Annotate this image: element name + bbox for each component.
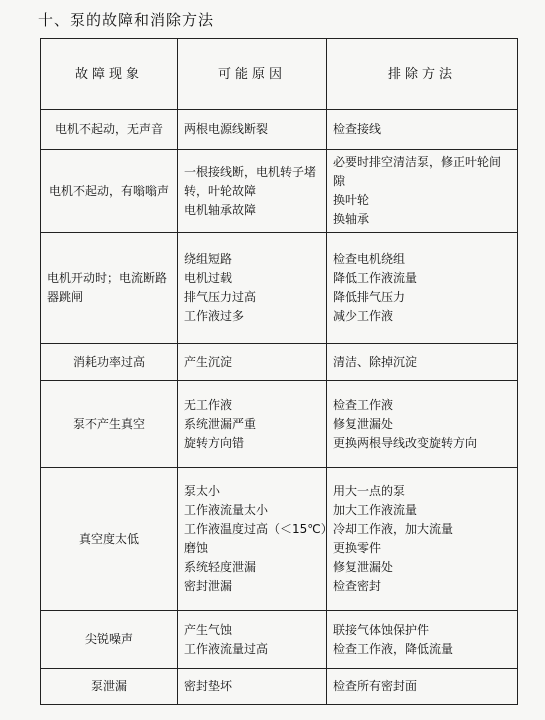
fault-cell: 尖锐噪声 bbox=[41, 611, 178, 669]
remedy-cell bbox=[327, 381, 518, 468]
remedy-cell bbox=[327, 150, 518, 233]
remedy-line: 检查电机绕组 bbox=[333, 252, 406, 266]
cause-line: 排气压力过高 bbox=[184, 290, 257, 304]
cause-line: 系统轻度泄漏 bbox=[184, 560, 257, 574]
cause-line: 电机过载 bbox=[184, 271, 233, 285]
remedy-line: 换叶轮 bbox=[333, 193, 370, 207]
remedy-line: 联接气体蚀保护件 bbox=[333, 622, 430, 637]
remedy-cell bbox=[327, 344, 518, 381]
cause-line: 绕组短路 bbox=[184, 252, 233, 266]
remedy-line: 用大一点的泵 bbox=[333, 484, 406, 498]
cause-line: 密封泄漏 bbox=[184, 579, 233, 593]
cause-line: 产生沉淀 bbox=[184, 354, 233, 369]
cause-line: 工作液流量太小 bbox=[184, 503, 269, 517]
remedy-line: 减少工作液 bbox=[333, 309, 394, 323]
remedy-line: 检查工作液，降低流量 bbox=[333, 641, 454, 656]
remedy-cell bbox=[327, 233, 518, 344]
cause-cell bbox=[178, 381, 327, 468]
fault-cell: 真空度太低 bbox=[41, 468, 178, 611]
table-row bbox=[41, 669, 518, 705]
remedy-line: 检查接线 bbox=[333, 122, 382, 136]
remedy-line: 降低工作液流量 bbox=[333, 271, 418, 285]
cause-line: 工作液流量过高 bbox=[184, 641, 269, 656]
cause-cell bbox=[178, 344, 327, 381]
table-row bbox=[41, 233, 518, 344]
remedy-line: 降低排气压力 bbox=[333, 290, 406, 304]
remedy-line: 冷却工作液，加大流量 bbox=[333, 522, 454, 536]
remedy-line: 换轴承 bbox=[333, 212, 370, 226]
cause-line: 无工作液 bbox=[184, 397, 233, 412]
cause-line: 系统泄漏严重 bbox=[184, 416, 257, 431]
cause-line: 密封垫坏 bbox=[184, 679, 233, 693]
header-remedy: 排除方法 bbox=[327, 39, 518, 110]
remedy-line: 检查密封 bbox=[333, 579, 382, 593]
header-cause: 可能原因 bbox=[178, 39, 327, 110]
fault-cell: 电机开动时；电流断路器跳闸 bbox=[41, 233, 178, 344]
remedy-cell bbox=[327, 669, 518, 705]
remedy-line: 检查所有密封面 bbox=[333, 679, 418, 693]
table-row bbox=[41, 468, 518, 611]
fault-table bbox=[40, 38, 518, 705]
remedy-cell bbox=[327, 468, 518, 611]
remedy-cell bbox=[327, 110, 518, 150]
fault-cell: 泵泄漏 bbox=[41, 669, 178, 705]
cause-line: 产生气蚀 bbox=[184, 622, 233, 637]
cause-line: 工作液温度过高（＜15℃） bbox=[184, 522, 333, 536]
remedy-line: 检查工作液 bbox=[333, 397, 394, 412]
cause-line: 磨蚀 bbox=[184, 541, 209, 555]
remedy-line: 修复泄漏处 bbox=[333, 416, 394, 431]
cause-line: 两根电源线断裂 bbox=[184, 122, 269, 136]
table-row bbox=[41, 381, 518, 468]
remedy-line: 更换两根导线改变旋转方向 bbox=[333, 435, 478, 450]
remedy-line: 清洁、除掉沉淀 bbox=[333, 354, 418, 369]
table-row bbox=[41, 110, 518, 150]
remedy-cell bbox=[327, 611, 518, 669]
table-row bbox=[41, 150, 518, 233]
fault-cell: 泵不产生真空 bbox=[41, 381, 178, 468]
cause-cell bbox=[178, 611, 327, 669]
cause-line: 一根接线断，电机转子堵转，叶轮故障 bbox=[184, 164, 317, 198]
header-row bbox=[41, 39, 518, 110]
header-fault: 故障现象 bbox=[41, 39, 178, 110]
fault-cell: 消耗功率过高 bbox=[41, 344, 178, 381]
cause-cell bbox=[178, 669, 327, 705]
cause-cell bbox=[178, 150, 327, 233]
cause-line: 电机轴承故障 bbox=[184, 202, 257, 217]
cause-cell bbox=[178, 110, 327, 150]
cause-line: 泵太小 bbox=[184, 484, 221, 498]
cause-line: 旋转方向错 bbox=[184, 435, 245, 450]
page-title: 十、泵的故障和消除方法 bbox=[38, 11, 215, 29]
remedy-line: 修复泄漏处 bbox=[333, 560, 394, 574]
remedy-line: 更换零件 bbox=[333, 541, 382, 555]
table-row bbox=[41, 344, 518, 381]
cause-cell bbox=[178, 468, 333, 611]
fault-cell: 电机不起动，有嗡嗡声 bbox=[41, 150, 178, 233]
table-row bbox=[41, 611, 518, 669]
fault-cell: 电机不起动，无声音 bbox=[41, 110, 178, 150]
cause-cell bbox=[178, 233, 327, 344]
remedy-line: 必要时排空清洁泵，修正叶轮间隙 bbox=[333, 155, 502, 188]
cause-line: 工作液过多 bbox=[184, 309, 245, 323]
remedy-line: 加大工作液流量 bbox=[333, 503, 418, 517]
